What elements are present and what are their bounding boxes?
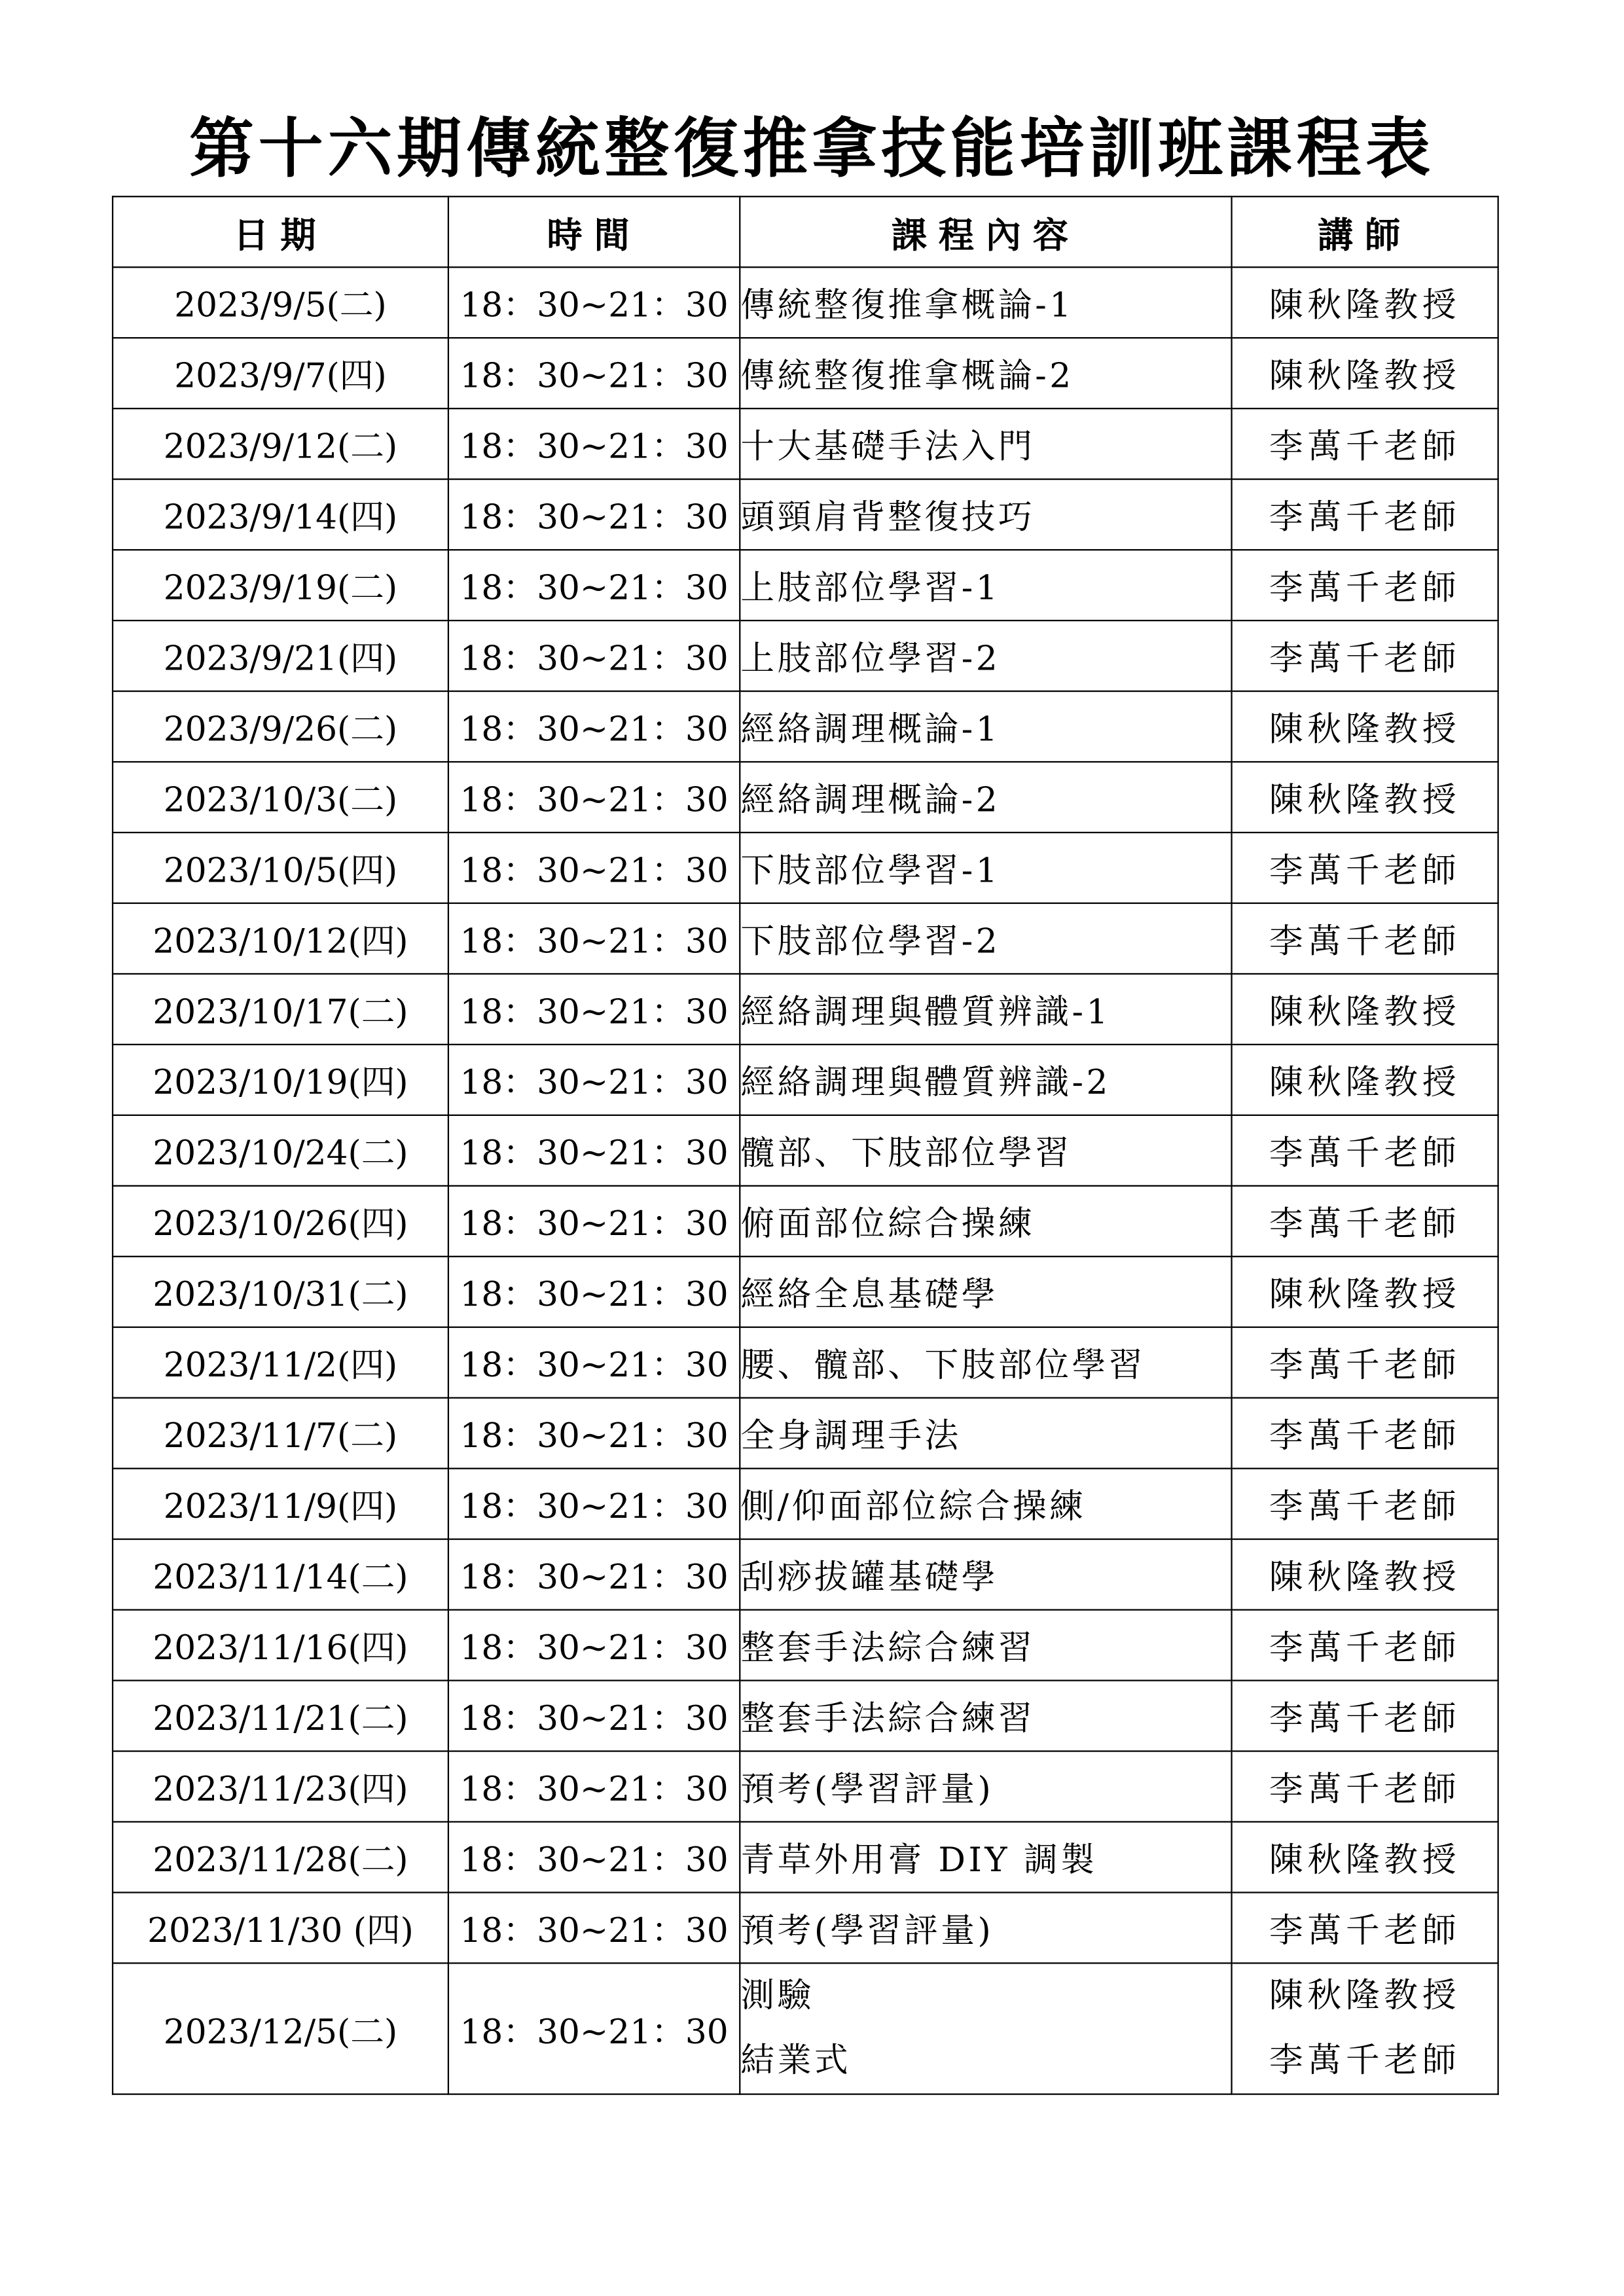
date-cell: 2023/9/14(四): [113, 479, 448, 550]
time-cell: 18：30~21：30: [448, 620, 740, 691]
teacher-cell: [1232, 1963, 1498, 2094]
table-row: [113, 1398, 1498, 1469]
course-cell: 上肢部位學習-1: [740, 550, 1231, 620]
time-cell: 18：30~21：30: [448, 1681, 740, 1751]
table-row: [113, 762, 1498, 833]
date-cell: 2023/9/7(四): [113, 338, 448, 408]
date-cell: 2023/11/2(四): [113, 1327, 448, 1398]
page-title: 第十六期傳統整復推拿技能培訓班課程表: [189, 111, 1435, 187]
table-row: [113, 550, 1498, 620]
course-cell: 下肢部位學習-1: [740, 833, 1231, 903]
final-table-row: [113, 1963, 1498, 2094]
date-cell: 2023/12/5(二): [113, 1963, 448, 2094]
date-cell: 2023/9/26(二): [113, 691, 448, 762]
time-cell: 18：30~21：30: [448, 479, 740, 550]
course-cell: 側/仰面部位綜合操練: [740, 1469, 1231, 1539]
header-course: 課程內容: [740, 196, 1231, 267]
header-time: 時間: [448, 196, 740, 267]
time-cell: 18：30~21：30: [448, 1610, 740, 1681]
time-cell: 18：30~21：30: [448, 550, 740, 620]
course-cell: 下肢部位學習-2: [740, 903, 1231, 974]
table-row: [113, 408, 1498, 479]
table-row: [113, 1822, 1498, 1893]
teacher-cell: 陳秋隆教授: [1232, 1822, 1498, 1893]
course-cell: 腰、髖部、下肢部位學習: [740, 1327, 1231, 1398]
course-cell: 全身調理手法: [740, 1398, 1231, 1469]
course-cell: 俯面部位綜合操練: [740, 1186, 1231, 1257]
header-teacher: 講師: [1232, 196, 1498, 267]
date-cell: 2023/10/17(二): [113, 974, 448, 1045]
table-row: [113, 338, 1498, 408]
time-cell: 18：30~21：30: [448, 691, 740, 762]
time-cell: 18：30~21：30: [448, 1539, 740, 1610]
time-cell: 18：30~21：30: [448, 408, 740, 479]
date-cell: 2023/10/19(四): [113, 1045, 448, 1115]
date-cell: 2023/10/26(四): [113, 1186, 448, 1257]
teacher-cell: 陳秋隆教授: [1232, 338, 1498, 408]
date-cell: 2023/11/9(四): [113, 1469, 448, 1539]
teacher-item-1: 陳秋隆教授: [1269, 1977, 1461, 2016]
time-cell: 18：30~21：30: [448, 1257, 740, 1327]
teacher-cell: 李萬千老師: [1232, 1115, 1498, 1186]
teacher-cell: 李萬千老師: [1232, 1186, 1498, 1257]
time-cell: 18：30~21：30: [448, 833, 740, 903]
teacher-cell: 陳秋隆教授: [1232, 267, 1498, 338]
time-cell: 18：30~21：30: [448, 1892, 740, 1963]
teacher-cell: 李萬千老師: [1232, 903, 1498, 974]
course-cell: 刮痧拔罐基礎學: [740, 1539, 1231, 1610]
table-row: [113, 1539, 1498, 1610]
course-cell: 經絡調理概論-2: [740, 762, 1231, 833]
table-row: [113, 903, 1498, 974]
course-cell: 髖部、下肢部位學習: [740, 1115, 1231, 1186]
teacher-cell: 李萬千老師: [1232, 1398, 1498, 1469]
table-row: [113, 1610, 1498, 1681]
teacher-cell: 李萬千老師: [1232, 1327, 1498, 1398]
course-cell: 經絡調理與體質辨識-2: [740, 1045, 1231, 1115]
date-cell: 2023/11/30 (四): [113, 1892, 448, 1963]
date-cell: 2023/9/5(二): [113, 267, 448, 338]
teacher-cell: 李萬千老師: [1232, 1892, 1498, 1963]
header-date: 日期: [113, 196, 448, 267]
table-row: [113, 1045, 1498, 1115]
schedule-body: [113, 267, 1498, 2094]
teacher-cell: 陳秋隆教授: [1232, 1539, 1498, 1610]
teacher-cell: 李萬千老師: [1232, 550, 1498, 620]
table-row: [113, 1115, 1498, 1186]
time-cell: 18：30~21：30: [448, 1398, 740, 1469]
time-cell: 18：30~21：30: [448, 1963, 740, 2094]
teacher-cell: 李萬千老師: [1232, 479, 1498, 550]
teacher-cell: 陳秋隆教授: [1232, 1257, 1498, 1327]
time-cell: 18：30~21：30: [448, 762, 740, 833]
course-cell: 十大基礎手法入門: [740, 408, 1231, 479]
teacher-cell: 李萬千老師: [1232, 833, 1498, 903]
time-cell: 18：30~21：30: [448, 267, 740, 338]
date-cell: 2023/10/3(二): [113, 762, 448, 833]
table-row: [113, 1751, 1498, 1822]
time-cell: 18：30~21：30: [448, 1469, 740, 1539]
table-row: [113, 1469, 1498, 1539]
table-row: [113, 620, 1498, 691]
table-row: [113, 974, 1498, 1045]
course-item-exam: 測驗: [740, 1977, 814, 2016]
table-row: [113, 479, 1498, 550]
table-row: [113, 1327, 1498, 1398]
course-cell: 傳統整復推拿概論-2: [740, 338, 1231, 408]
schedule-table: [112, 196, 1499, 2095]
teacher-cell: 陳秋隆教授: [1232, 691, 1498, 762]
date-cell: 2023/11/16(四): [113, 1610, 448, 1681]
time-cell: 18：30~21：30: [448, 1327, 740, 1398]
course-cell: 預考(學習評量): [740, 1892, 1231, 1963]
time-cell: 18：30~21：30: [448, 1115, 740, 1186]
teacher-cell: 李萬千老師: [1232, 1469, 1498, 1539]
date-cell: 2023/10/12(四): [113, 903, 448, 974]
date-cell: 2023/11/14(二): [113, 1539, 448, 1610]
header-row: [113, 196, 1498, 267]
date-cell: 2023/11/7(二): [113, 1398, 448, 1469]
teacher-cell: 李萬千老師: [1232, 1681, 1498, 1751]
teacher-cell: 李萬千老師: [1232, 1610, 1498, 1681]
time-cell: 18：30~21：30: [448, 903, 740, 974]
table-row: [113, 833, 1498, 903]
course-cell: 頭頸肩背整復技巧: [740, 479, 1231, 550]
date-cell: 2023/11/21(二): [113, 1681, 448, 1751]
table-row: [113, 1892, 1498, 1963]
time-cell: 18：30~21：30: [448, 338, 740, 408]
date-cell: 2023/10/24(二): [113, 1115, 448, 1186]
course-cell: 整套手法綜合練習: [740, 1610, 1231, 1681]
course-item-graduation: 結業式: [740, 2041, 852, 2081]
course-cell: 上肢部位學習-2: [740, 620, 1231, 691]
course-cell: 預考(學習評量): [740, 1751, 1231, 1822]
table-row: [113, 1186, 1498, 1257]
date-cell: 2023/11/28(二): [113, 1822, 448, 1893]
course-cell: [740, 1963, 1231, 2094]
date-cell: 2023/9/19(二): [113, 550, 448, 620]
course-cell: 青草外用膏 DIY 調製: [740, 1822, 1231, 1893]
course-cell: 傳統整復推拿概論-1: [740, 267, 1231, 338]
table-row: [113, 1681, 1498, 1751]
teacher-item-2: 李萬千老師: [1269, 2041, 1461, 2081]
teacher-cell: 李萬千老師: [1232, 620, 1498, 691]
date-cell: 2023/10/31(二): [113, 1257, 448, 1327]
course-cell: 整套手法綜合練習: [740, 1681, 1231, 1751]
teacher-cell: 陳秋隆教授: [1232, 762, 1498, 833]
date-cell: 2023/9/12(二): [113, 408, 448, 479]
teacher-cell: 陳秋隆教授: [1232, 974, 1498, 1045]
teacher-cell: 李萬千老師: [1232, 408, 1498, 479]
time-cell: 18：30~21：30: [448, 1186, 740, 1257]
date-cell: 2023/9/21(四): [113, 620, 448, 691]
date-cell: 2023/11/23(四): [113, 1751, 448, 1822]
time-cell: 18：30~21：30: [448, 974, 740, 1045]
table-row: [113, 1257, 1498, 1327]
course-cell: 經絡全息基礎學: [740, 1257, 1231, 1327]
time-cell: 18：30~21：30: [448, 1751, 740, 1822]
time-cell: 18：30~21：30: [448, 1822, 740, 1893]
teacher-cell: 李萬千老師: [1232, 1751, 1498, 1822]
table-row: [113, 691, 1498, 762]
teacher-cell: 陳秋隆教授: [1232, 1045, 1498, 1115]
time-cell: 18：30~21：30: [448, 1045, 740, 1115]
course-cell: 經絡調理與體質辨識-1: [740, 974, 1231, 1045]
date-cell: 2023/10/5(四): [113, 833, 448, 903]
table-row: [113, 267, 1498, 338]
course-cell: 經絡調理概論-1: [740, 691, 1231, 762]
